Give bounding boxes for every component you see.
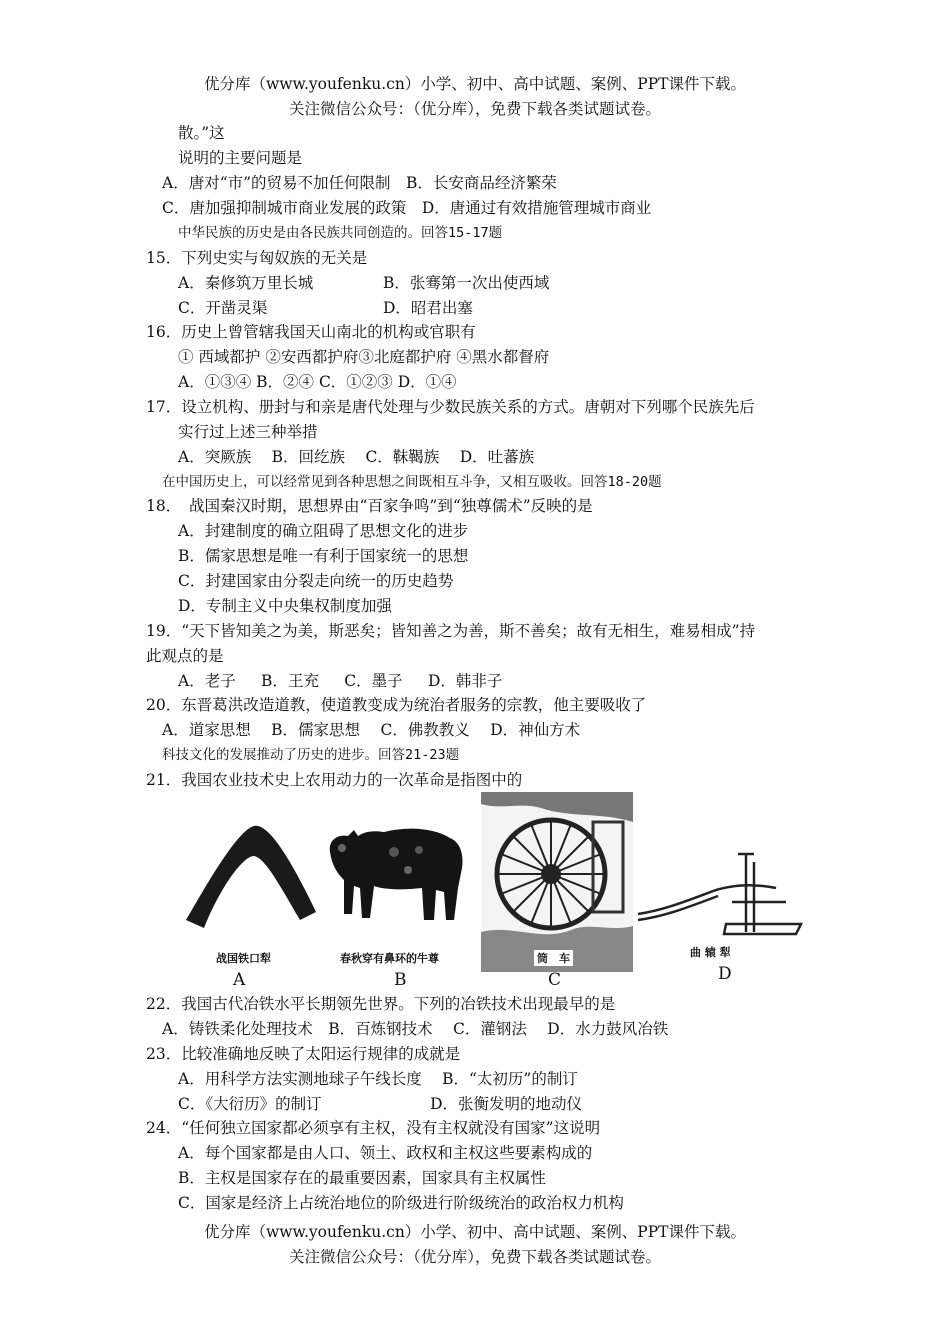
q17-options: A．突厥族 B．回纥族 C．靺鞨族 D．吐蕃族 xyxy=(178,448,535,466)
q15-option-c: C．开凿灵渠 xyxy=(178,299,268,317)
q16-options: A．①③④ B．②④ C．①②③ D．①④ xyxy=(178,373,457,391)
q23-options-cd: C．《大衍历》的制订 D．张衡发明的地动仪 xyxy=(178,1095,583,1113)
q19-options: A．老子 B．王充 C．墨子 D．韩非子 xyxy=(178,672,503,690)
q18-option-d: D．专制主义中央集权制度加强 xyxy=(178,597,392,615)
iron-plow-blade-icon xyxy=(178,792,323,942)
q16-stem: 16．历史上曾管辖我国天山南北的机构或官职有 xyxy=(146,323,476,341)
header-line-1: 优分库（www.youfenku.cn）小学、初中、高中试题、案例、PPT课件下载。 xyxy=(203,75,747,93)
q24-option-c: C．国家是经济上占统治地位的阶级进行阶级统治的政治权力机构 xyxy=(178,1194,624,1212)
q16-items: ① 西域都护 ②安西都护府③北庭都护府 ④黑水都督府 xyxy=(178,348,550,366)
q24-option-a: A．每个国家都是由人口、领土、政权和主权这些要素构成的 xyxy=(178,1144,593,1162)
q24-stem: 24．“任何独立国家都必须享有主权，没有主权就没有国家”这说明 xyxy=(146,1119,601,1137)
q18-option-b: B．儒家思想是唯一有利于国家统一的思想 xyxy=(178,547,469,565)
q18-stem: 18． 战国秦汉时期，思想界由“百家争鸣”到“独尊儒术”反映的是 xyxy=(146,497,593,515)
footer-line-2: 关注微信公众号：（优分库），免费下载各类试题试卷。 xyxy=(288,1248,661,1266)
section-intro-15-17: 中华民族的历史是由各民族共同创造的。回答15-17题 xyxy=(178,225,503,241)
q22-options: A．铸铁柔化处理技术 B．百炼钢技术 C．灌钢法 D．水力鼓风冶铁 xyxy=(162,1020,669,1038)
q17-stem-2: 实行过上述三种举措 xyxy=(178,423,318,441)
q15-stem: 15．下列史实与匈奴族的无关是 xyxy=(146,249,368,267)
footer-line-1: 优分库（www.youfenku.cn）小学、初中、高中试题、案例、PPT课件下载。 xyxy=(203,1223,747,1241)
figure-c-letter: C xyxy=(548,970,562,990)
q15-option-d: D．昭君出塞 xyxy=(383,299,473,317)
q14-continuation: 散。”这 xyxy=(178,124,225,142)
header-line-2: 关注微信公众号：（优分库），免费下载各类试题试卷。 xyxy=(288,100,661,118)
q20-options: A．道家思想 B．儒家思想 C．佛教教义 D．神仙方术 xyxy=(162,721,581,739)
figure-c-caption: 筒 车 xyxy=(534,950,573,966)
section-intro-21-23: 科技文化的发展推动了历史的进步。回答21-23题 xyxy=(162,747,460,763)
figure-a-caption: 战国铁口犁 xyxy=(216,952,271,965)
figure-b-caption: 春秋穿有鼻环的牛尊 xyxy=(340,952,439,965)
q20-stem: 20．东晋葛洪改造道教，使道教变成为统治者服务的宗教，他主要吸收了 xyxy=(146,696,647,714)
q23-options-ab: A．用科学方法实测地球子午线长度 B．“太初历”的制订 xyxy=(178,1070,578,1088)
q15-option-b: B．张骞第一次出使西域 xyxy=(383,274,550,292)
q15-option-a: A．秦修筑万里长城 xyxy=(178,274,314,292)
q17-stem-1: 17．设立机构、册封与和亲是唐代处理与少数民族关系的方式。唐朝对下列哪个民族先后 xyxy=(146,398,755,416)
ox-zun-bronze-icon xyxy=(324,792,472,942)
q21-figure-strip xyxy=(178,792,816,990)
q21-stem: 21．我国农业技术史上农用动力的一次革命是指图中的 xyxy=(146,771,523,789)
curved-shaft-plow-icon xyxy=(636,832,811,942)
q19-stem-2: 此观点的是 xyxy=(146,647,224,665)
section-intro-18-20: 在中国历史上，可以经常见到各种思想之间既相互斗争，又相互吸收。回答18-20题 xyxy=(162,474,662,490)
q14-options-ab: A．唐对“市”的贸易不加任何限制 B．长安商品经济繁荣 xyxy=(162,174,557,192)
q18-option-a: A．封建制度的确立阻碍了思想文化的进步 xyxy=(178,522,469,540)
figure-b-letter: B xyxy=(394,970,407,990)
figure-d-letter: D xyxy=(718,964,732,984)
q14-stem: 说明的主要问题是 xyxy=(178,149,303,167)
q19-stem-1: 19．“天下皆知美之为美，斯恶矣；皆知善之为善，斯不善矣；故有无相生，难易相成”持 xyxy=(146,622,756,640)
q18-option-c: C．封建国家由分裂走向统一的历史趋势 xyxy=(178,572,454,590)
waterwheel-icon xyxy=(481,792,633,972)
figure-a-letter: A xyxy=(233,970,246,990)
figure-d-caption: 曲 辕 犁 xyxy=(690,946,731,959)
q14-options-cd: C．唐加强抑制城市商业发展的政策 D．唐通过有效措施管理城市商业 xyxy=(162,199,652,217)
q24-option-b: B．主权是国家存在的最重要因素，国家具有主权属性 xyxy=(178,1169,546,1187)
q22-stem: 22．我国古代冶铁水平长期领先世界。下列的冶铁技术出现最早的是 xyxy=(146,995,616,1013)
q23-stem: 23．比较准确地反映了太阳运行规律的成就是 xyxy=(146,1045,461,1063)
